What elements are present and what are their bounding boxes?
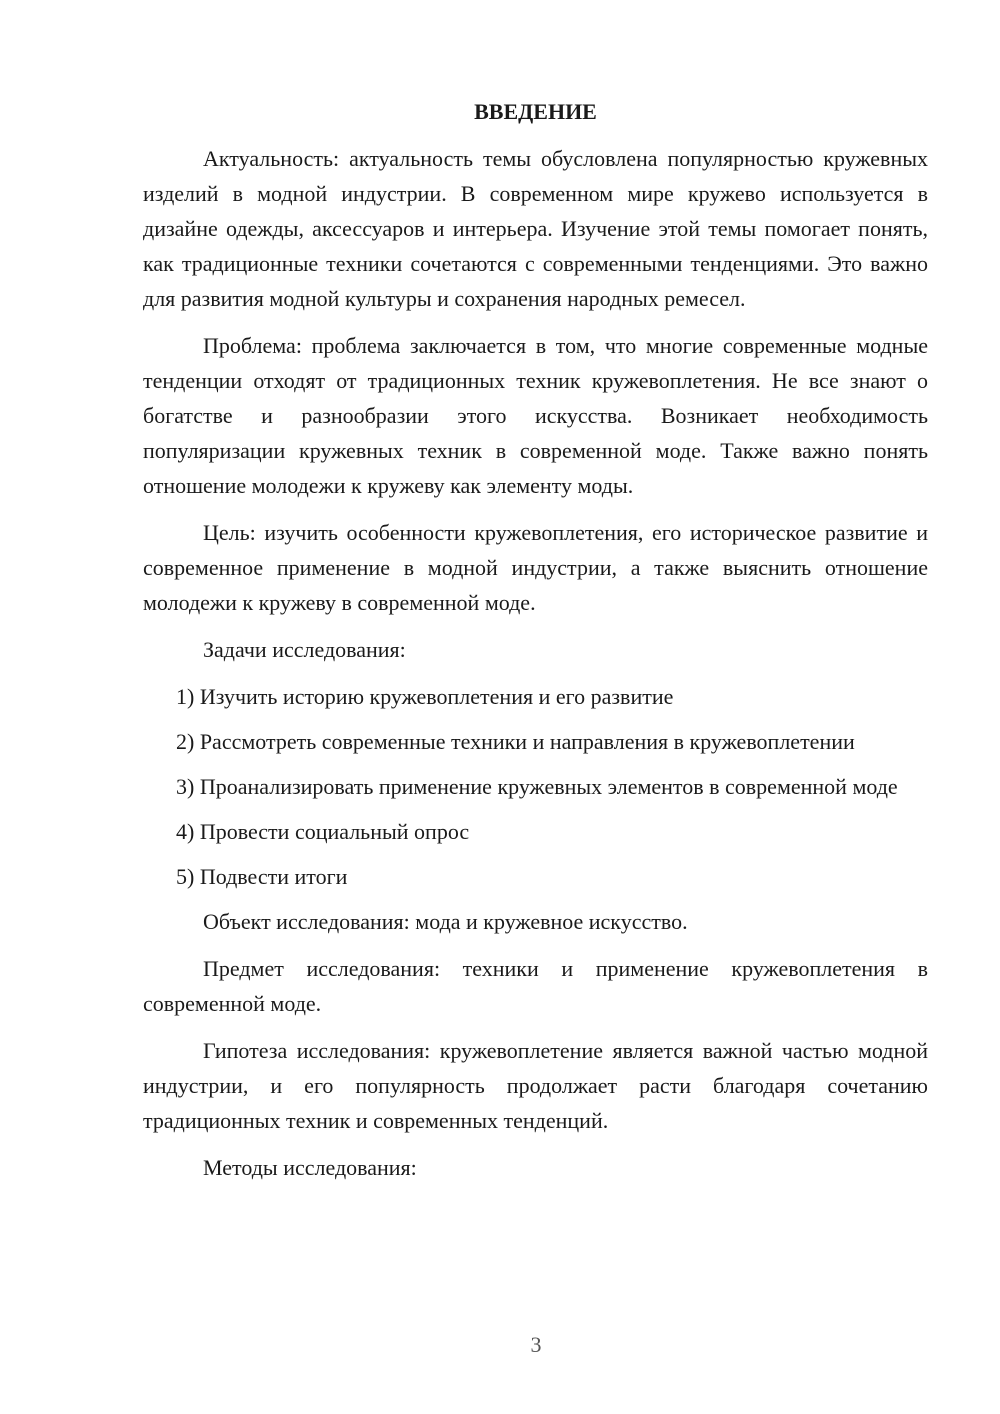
paragraph-object: Объект исследования: мода и кружевное искусство. (203, 909, 688, 934)
document-body (143, 94, 928, 1197)
paragraph-hypothesis: Гипотеза исследования: кружевоплетение является важной частью модной индустрии, и его популярность продолжает расти благодаря сочетанию традиционных техник и современных тенденций. (143, 1038, 928, 1133)
page-number: 3 (530, 1332, 542, 1357)
task-item-2: 2) Рассмотреть современные техники и направления в кружевоплетении (176, 729, 855, 754)
methods-heading: Методы исследования: (203, 1155, 417, 1180)
task-item-3: 3) Проанализировать применение кружевных элементов в современной моде (176, 774, 898, 799)
paragraph-problem: Проблема: проблема заключается в том, что многие современные модные тенденции отходят от традиционных техник кружевоплетения. Не все знают о богатстве и разнообразии этого искусства. Возникает необходимость популяризации кружевных техник в современной моде. Также важно понять отношение молодежи к кружеву как элементу моды. (143, 333, 928, 498)
task-item-5: 5) Подвести итоги (176, 864, 348, 889)
section-title: ВВЕДЕНИЕ (474, 99, 597, 124)
task-item-4: 4) Провести социальный опрос (176, 819, 470, 844)
paragraph-goal: Цель: изучить особенности кружевоплетения, его историческое развитие и современное применение в модной индустрии, а также выяснить отношение молодежи к кружеву в современной моде. (143, 520, 928, 615)
task-item-1: 1) Изучить историю кружевоплетения и его развитие (176, 684, 674, 709)
paragraph-relevance: Актуальность: актуальность темы обусловлена популярностью кружевных изделий в модной индустрии. В современном мире кружево используется в дизайне одежды, аксессуаров и интерьера. Изучение этой темы помогает понять, как традиционные техники сочетаются с современными тенденциями. Это важно для развития модной культуры и сохранения народных ремесел. (143, 146, 928, 311)
tasks-heading: Задачи исследования: (203, 637, 406, 662)
paragraph-subject: Предмет исследования: техники и применение кружевоплетения в современной моде. (143, 956, 928, 1016)
